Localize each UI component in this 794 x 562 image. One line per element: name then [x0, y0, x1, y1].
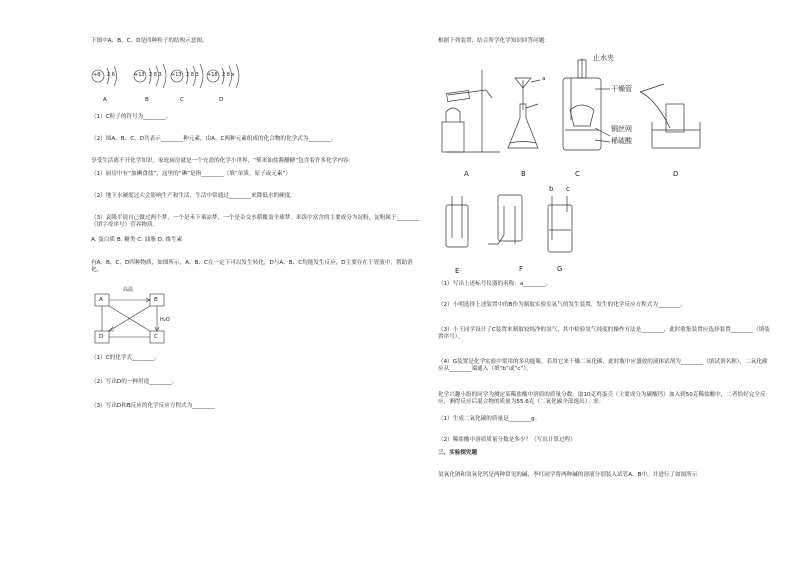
- apparatus-q4: （4）G装置是化学实验中常用的多功能瓶，若用它来干燥二氧化碳，此时瓶中应盛放的液体试剂为________（填试剂名称），二氧化碳应从________端通入（填“b”或“c”）。: [438, 359, 768, 372]
- label-stopper: 止水夹: [593, 54, 614, 62]
- atom-d-shells: 2 8 x: [222, 72, 235, 78]
- apparatus-label-a: A: [464, 170, 469, 178]
- diagram-high-temp: 高温: [123, 287, 134, 293]
- question-intro-substances: 有A、B、C、D四种物质，如图所示，A、B、C在一定下可以发生转化，D与A、B、C均能发生反应，D主要存在于胃液中，帮助消化。: [91, 260, 413, 273]
- question-kitchen-1: （1）厨房中有“加碘食盐”，这里的“碘”是指________（填“单质、原子或元素”）: [91, 171, 291, 177]
- calculation-q2: （2）稀盐酸中溶质质量分数是多少？（写出计算过程）: [438, 437, 576, 443]
- diagram-water: H₂O: [160, 317, 170, 323]
- question-intro-atoms: 下图中A、B、C、D是四种粒子的结构示意图。: [91, 38, 208, 44]
- apparatus-label-d: D: [673, 170, 679, 178]
- atom-b-label: B: [145, 97, 149, 103]
- apparatus-label-c: C: [575, 170, 580, 178]
- apparatus-intro: 根据下列装置，结合所学化学知识回答问题：: [438, 38, 550, 44]
- question-substance-1: （1）C的化学式________。: [91, 355, 160, 361]
- diagram-node-c: C: [154, 334, 158, 340]
- atom-c-label: C: [180, 97, 184, 103]
- apparatus-label-f: F: [519, 265, 524, 273]
- atom-d-label: D: [219, 97, 224, 103]
- apparatus-label-b: B: [521, 170, 526, 178]
- atom-a-nucleus: +8: [93, 72, 101, 78]
- question-kitchen-3: （3）袁隆平说自己做过两个梦，一个是禾下乘凉梦，一个是杂交水稻覆盖全球梦。米饭中富含的主要成分为淀粉，淀粉属于________（填字母序号）营养物质。: [91, 215, 419, 228]
- diagram-node-b: B: [154, 297, 158, 303]
- apparatus-q2: （2）小明选择上述装置中的B作为制取实验室氧气的发生装置，发生的化学反应方程式为________。: [438, 302, 686, 308]
- section-heading: 三、实验探究题: [438, 450, 478, 456]
- diagram-node-d: D: [99, 334, 104, 340]
- question-kitchen-2: （2）地下水硬度过大会影响生产和生活，生活中常通过________来降低水的硬度。: [91, 193, 296, 199]
- atom-d-nucleus: +18: [207, 72, 218, 78]
- label-a: a: [542, 76, 546, 82]
- apparatus-label-c-outlet: c: [566, 185, 570, 193]
- diagram-node-a: A: [99, 297, 103, 303]
- label-dilute-acid: 稀硫酸: [611, 137, 632, 145]
- calculation-problem: 化学兴趣小组的同学为测定某稀盐酸中溶质的质量分数，取10克鸡蛋壳（主要成分为碳酸钙）加入到50克稀盐酸中，二者恰好完全反应，测得反应后混合物的质量为55.6克（二氧化碳全部逸出）。求：: [438, 392, 766, 405]
- atom-a-shells: 2 6: [107, 72, 115, 78]
- atom-c-shells: 2 8 3: [186, 72, 199, 78]
- apparatus-q1: （1）写出上述标号仪器的名称：a________。: [438, 281, 552, 287]
- question-substance-3: （3）写出D和B反应的化学反应方程式为________: [91, 403, 215, 409]
- question-substance-2: （2）写出D的一种用途________。: [91, 379, 178, 385]
- atom-b-nucleus: +13: [134, 72, 145, 78]
- experiment-intro: 氢氧化钠和氢氧化钙是两种常见的碱，李红同学将两种碱的溶液分别装入试管A、B中，并进行了如图所示: [438, 472, 698, 478]
- atom-b-shells: 2 8 3: [149, 72, 162, 78]
- apparatus-label-g: G: [557, 265, 563, 273]
- question-1: （1）C粒子的符号为________。: [91, 114, 172, 120]
- label-copper-mesh: 铜丝网: [611, 125, 632, 133]
- question-2: （2）图A、B、C、D共表示________种元素，由A、C两种元素组成的化合物的化学式为________。: [91, 136, 337, 142]
- question-intro-kitchen: 享受生活离不开化学知识。家庭厨房就是一个充盈的化学小世界，“柴米油盐酱醋糖”包含着许多化学内容：: [91, 158, 355, 164]
- apparatus-q3: （3）小王同学设计了C装置来制取较纯净的氢气，其中检验氢气纯度的操作方法是________，此时收集装置应选择装置________（填装置序号）。: [438, 327, 770, 340]
- apparatus-label-e: E: [455, 267, 460, 275]
- atom-c-nucleus: +13: [171, 72, 182, 78]
- calculation-q1: （1）生成二氧化碳的质量是________g。: [438, 416, 541, 422]
- apparatus-label-b-inlet: b: [549, 185, 554, 193]
- atom-a-label: A: [103, 97, 107, 103]
- question-kitchen-options: A. 蛋白质 B. 糖类 C. 油脂 D. 维生素: [91, 237, 183, 243]
- label-drying-tube: 干燥管: [611, 85, 632, 93]
